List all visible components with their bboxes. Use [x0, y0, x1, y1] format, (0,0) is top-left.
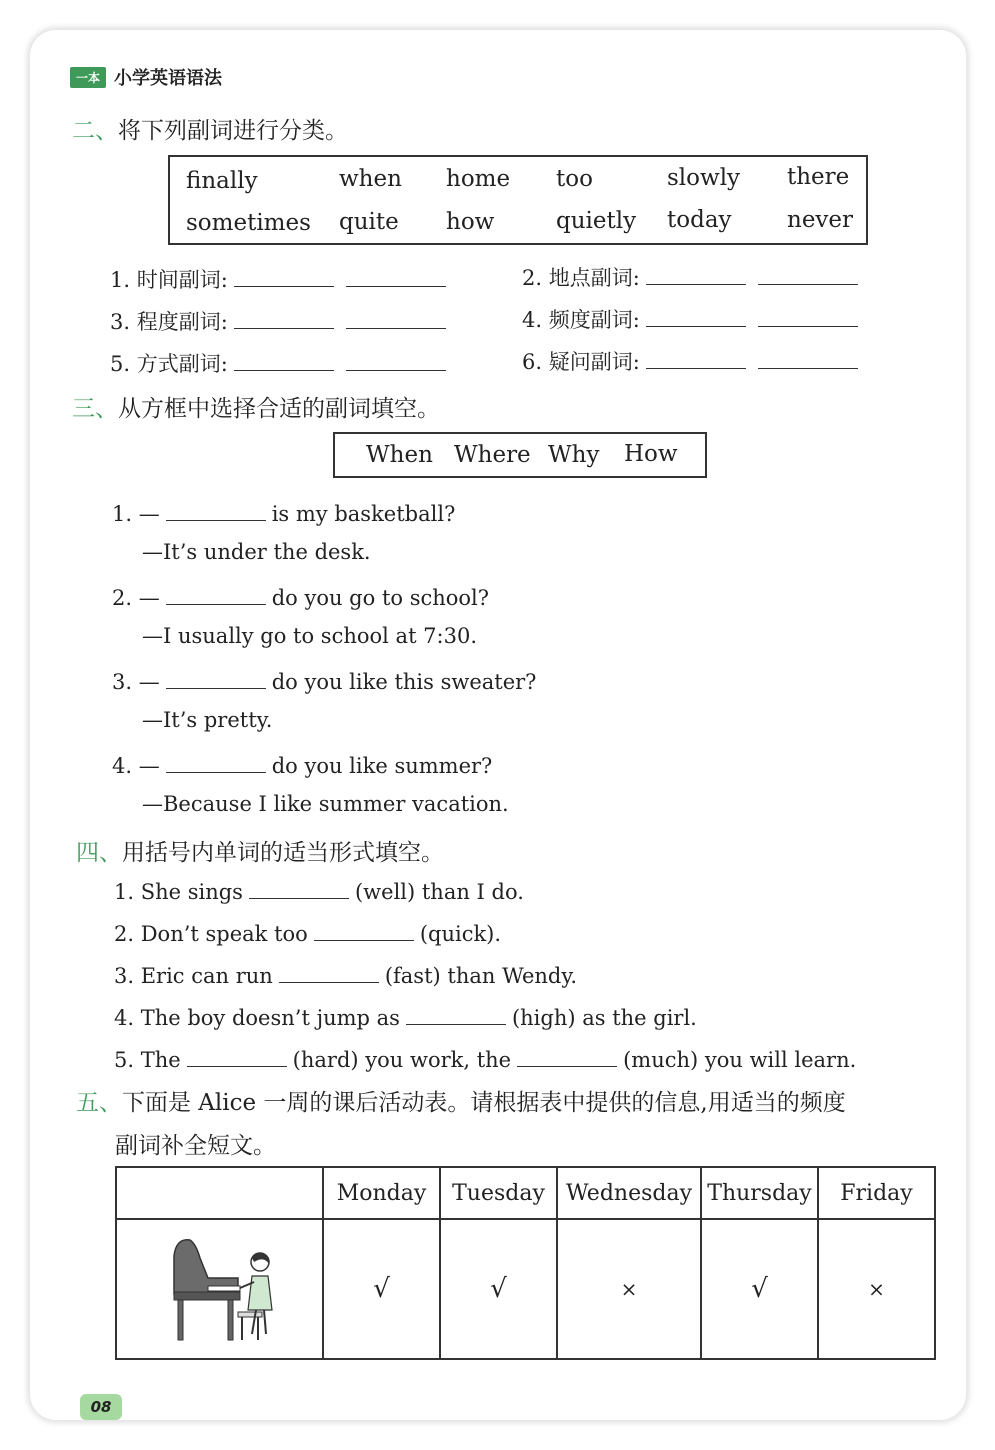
question: 3. Eric can run (fast) than Wendy. — [114, 960, 577, 988]
word: today — [667, 207, 732, 233]
word: when — [339, 166, 402, 192]
piano-illustration-cell — [116, 1219, 323, 1359]
answer-blank[interactable] — [758, 262, 858, 285]
answer-blank[interactable] — [234, 264, 334, 287]
category-line: 1. 时间副词: — [110, 264, 452, 294]
activity-table — [115, 1166, 936, 1360]
section-4-title: 四、用括号内单词的适当形式填空。 — [76, 840, 444, 866]
question: 1. — is my basketball? — [112, 498, 455, 526]
category-line: 5. 方式副词: — [110, 348, 452, 378]
answer-blank[interactable] — [517, 1044, 617, 1067]
day-header: Thursday — [701, 1167, 818, 1219]
mark-cell: √ — [440, 1219, 557, 1359]
header-cell-empty — [116, 1167, 323, 1219]
day-header: Monday — [323, 1167, 440, 1219]
day-header: Tuesday — [440, 1167, 557, 1219]
word: sometimes — [186, 210, 311, 236]
answer-blank[interactable] — [166, 582, 266, 605]
mark-cell: √ — [701, 1219, 818, 1359]
word: quietly — [556, 208, 637, 234]
answer-blank[interactable] — [346, 306, 446, 329]
answer-blank[interactable] — [346, 264, 446, 287]
answer-blank[interactable] — [166, 666, 266, 689]
category-line: 4. 频度副词: — [522, 304, 864, 334]
word: slowly — [667, 165, 741, 191]
question: 4. The boy doesn’t jump as (high) as the girl. — [114, 1002, 697, 1030]
answer: —It’s pretty. — [142, 708, 273, 732]
word: Where — [454, 442, 531, 468]
day-header: Friday — [818, 1167, 935, 1219]
word: there — [787, 164, 850, 190]
brand-badge: 一本 — [70, 67, 106, 88]
mark-cell: √ — [323, 1219, 440, 1359]
answer-blank[interactable] — [646, 346, 746, 369]
question: 5. The (hard) you work, the (much) you will learn. — [114, 1044, 856, 1072]
answer-blank[interactable] — [758, 346, 858, 369]
day-header: Wednesday — [557, 1167, 701, 1219]
section-3-title: 三、从方框中选择合适的副词填空。 — [72, 396, 440, 422]
answer: —It’s under the desk. — [142, 540, 371, 564]
answer-blank[interactable] — [166, 498, 266, 521]
word: never — [787, 207, 854, 233]
answer-blank[interactable] — [166, 750, 266, 773]
section-5-title-cont: 副词补全短文。 — [115, 1133, 276, 1159]
answer-blank[interactable] — [646, 304, 746, 327]
category-line: 2. 地点副词: — [522, 262, 864, 292]
answer-blank[interactable] — [346, 348, 446, 371]
piano-girl-illustration — [160, 1226, 280, 1346]
word: How — [624, 441, 678, 467]
section-2-title: 二、将下列副词进行分类。 — [72, 118, 348, 144]
category-line: 3. 程度副词: — [110, 306, 452, 336]
answer-blank[interactable] — [758, 304, 858, 327]
answer: —Because I like summer vacation. — [142, 792, 509, 816]
question: 1. She sings (well) than I do. — [114, 876, 524, 904]
answer-blank[interactable] — [314, 918, 414, 941]
answer-blank[interactable] — [234, 348, 334, 371]
category-line: 6. 疑问副词: — [522, 346, 864, 376]
word: too — [556, 166, 593, 192]
section-5-title: 五、下面是 Alice 一周的课后活动表。请根据表中提供的信息,用适当的频度 — [76, 1090, 846, 1116]
answer-blank[interactable] — [406, 1002, 506, 1025]
header — [70, 64, 222, 90]
page-number: 08 — [80, 1394, 122, 1420]
answer-blank[interactable] — [187, 1044, 287, 1067]
answer-blank[interactable] — [646, 262, 746, 285]
answer: —I usually go to school at 7:30. — [142, 624, 478, 648]
book-title: 小学英语语法 — [114, 68, 223, 89]
question: 2. — do you go to school? — [112, 582, 489, 610]
word: quite — [339, 209, 399, 235]
word: finally — [186, 168, 258, 194]
word: how — [446, 209, 495, 235]
word: Why — [548, 442, 600, 468]
answer-blank[interactable] — [234, 306, 334, 329]
question: 4. — do you like summer? — [112, 750, 492, 778]
word: When — [366, 442, 433, 468]
question: 3. — do you like this sweater? — [112, 666, 536, 694]
mark-cell: × — [818, 1219, 935, 1359]
question: 2. Don’t speak too (quick). — [114, 918, 501, 946]
answer-blank[interactable] — [279, 960, 379, 983]
word: home — [446, 166, 511, 192]
mark-cell: × — [557, 1219, 701, 1359]
answer-blank[interactable] — [249, 876, 349, 899]
